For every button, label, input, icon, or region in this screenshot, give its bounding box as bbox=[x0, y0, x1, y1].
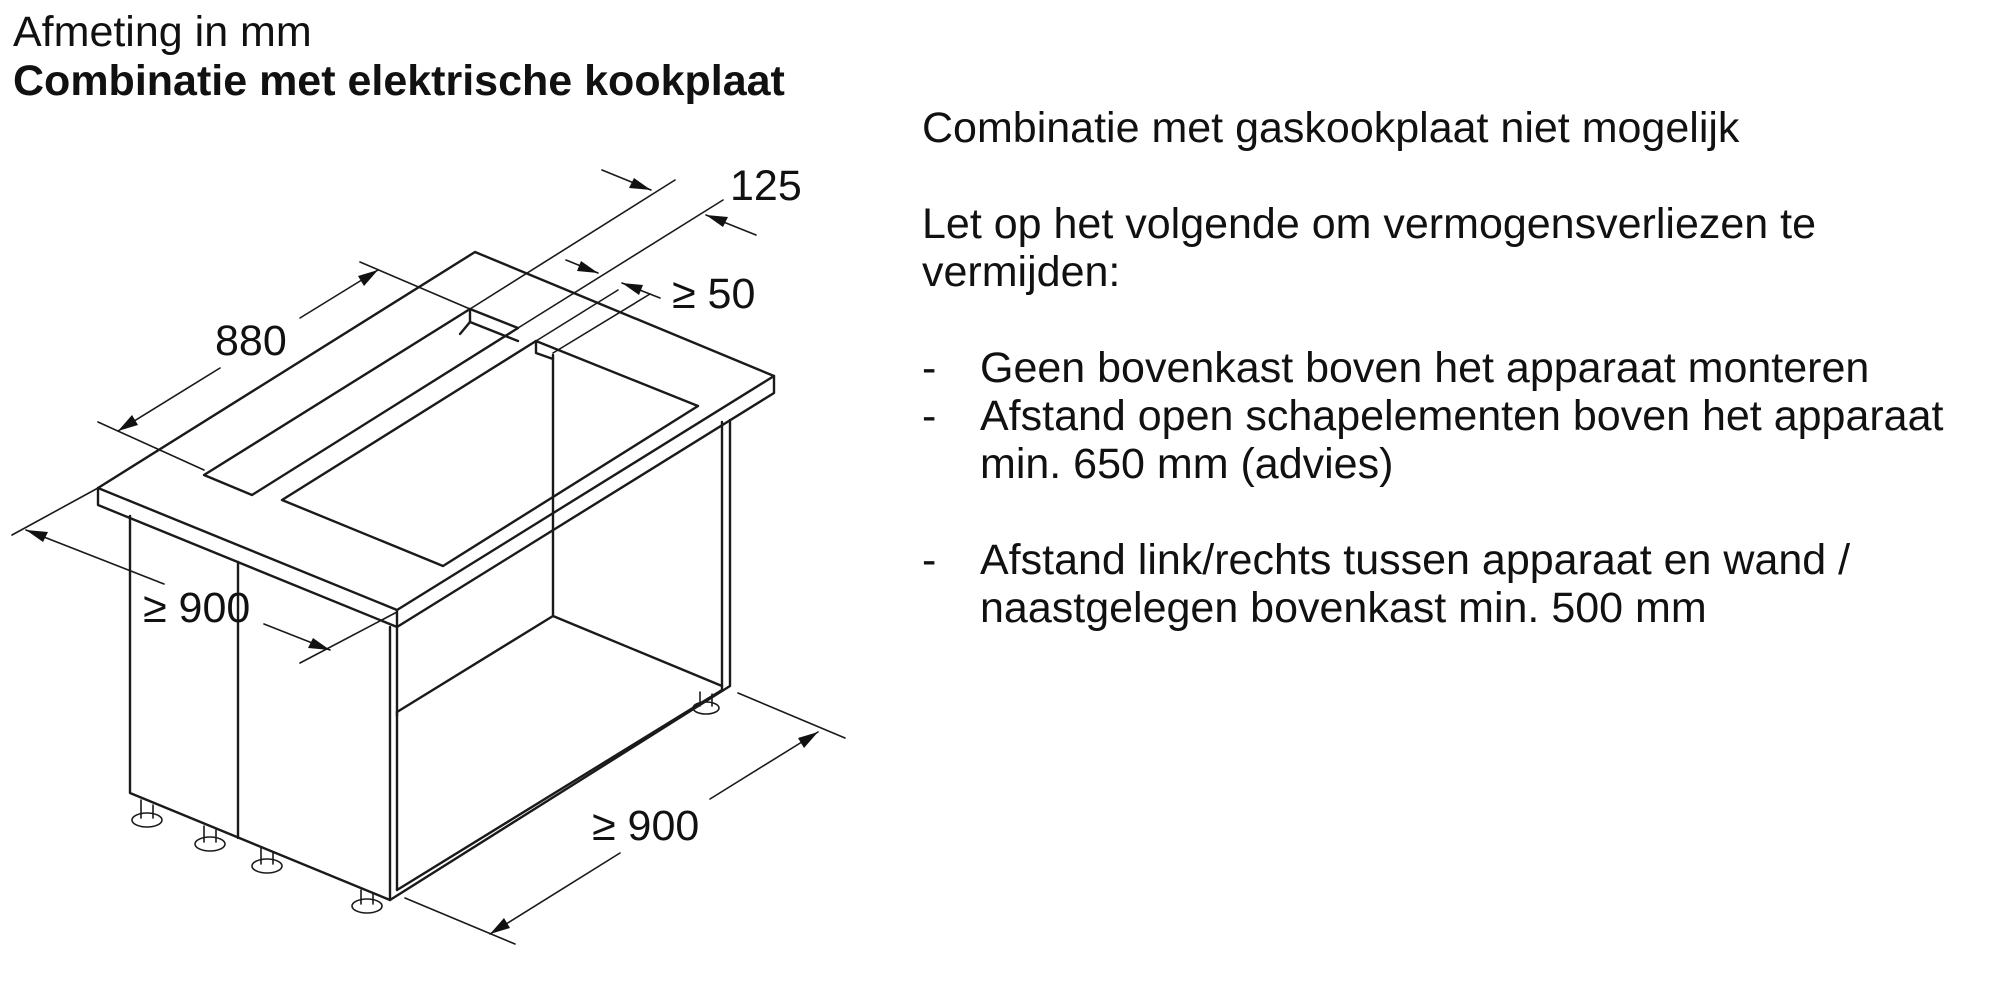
page-title: Combinatie met elektrische kookplaat bbox=[13, 57, 785, 105]
dimension-min-50 bbox=[536, 260, 755, 353]
spacer bbox=[922, 152, 1982, 200]
dimension-880 bbox=[98, 262, 470, 470]
dim-label-125: 125 bbox=[730, 162, 802, 210]
cooktop-cutout bbox=[282, 341, 698, 566]
bullet-marker: - bbox=[922, 344, 937, 392]
spacer bbox=[922, 488, 1982, 536]
bullet-marker: - bbox=[922, 392, 937, 440]
list-item bbox=[922, 344, 1982, 392]
dim-label-880: 880 bbox=[215, 317, 287, 365]
spacer bbox=[922, 296, 1982, 344]
dimension-depth-900 bbox=[12, 488, 397, 663]
dim-label-depth-900: ≥ 900 bbox=[143, 584, 251, 632]
installation-notes bbox=[922, 104, 1982, 632]
dimension-width-900 bbox=[405, 693, 845, 944]
dim-label-width-900: ≥ 900 bbox=[592, 802, 700, 850]
bullet-marker: - bbox=[922, 536, 937, 584]
list-item bbox=[922, 536, 1982, 632]
notes-intro: Let op het volgende om vermogensverliezen te vermijden: bbox=[922, 200, 1816, 296]
gas-hob-note: Combinatie met gaskookplaat niet mogelijk bbox=[922, 104, 1740, 152]
list-item bbox=[922, 392, 1982, 488]
list-item-text: Geen bovenkast boven het apparaat monteren bbox=[980, 344, 1870, 392]
dimension-unit-label: Afmeting in mm bbox=[13, 8, 312, 56]
dim-label-50: ≥ 50 bbox=[672, 270, 756, 318]
list-item-text: Afstand link/rechts tussen apparaat en wand / naastgelegen bovenkast min. 500 mm bbox=[980, 536, 1851, 632]
list-item-text: Afstand open schapelementen boven het apparaat min. 650 mm (advies) bbox=[980, 392, 1944, 488]
foot bbox=[252, 848, 282, 873]
foot bbox=[352, 890, 382, 913]
